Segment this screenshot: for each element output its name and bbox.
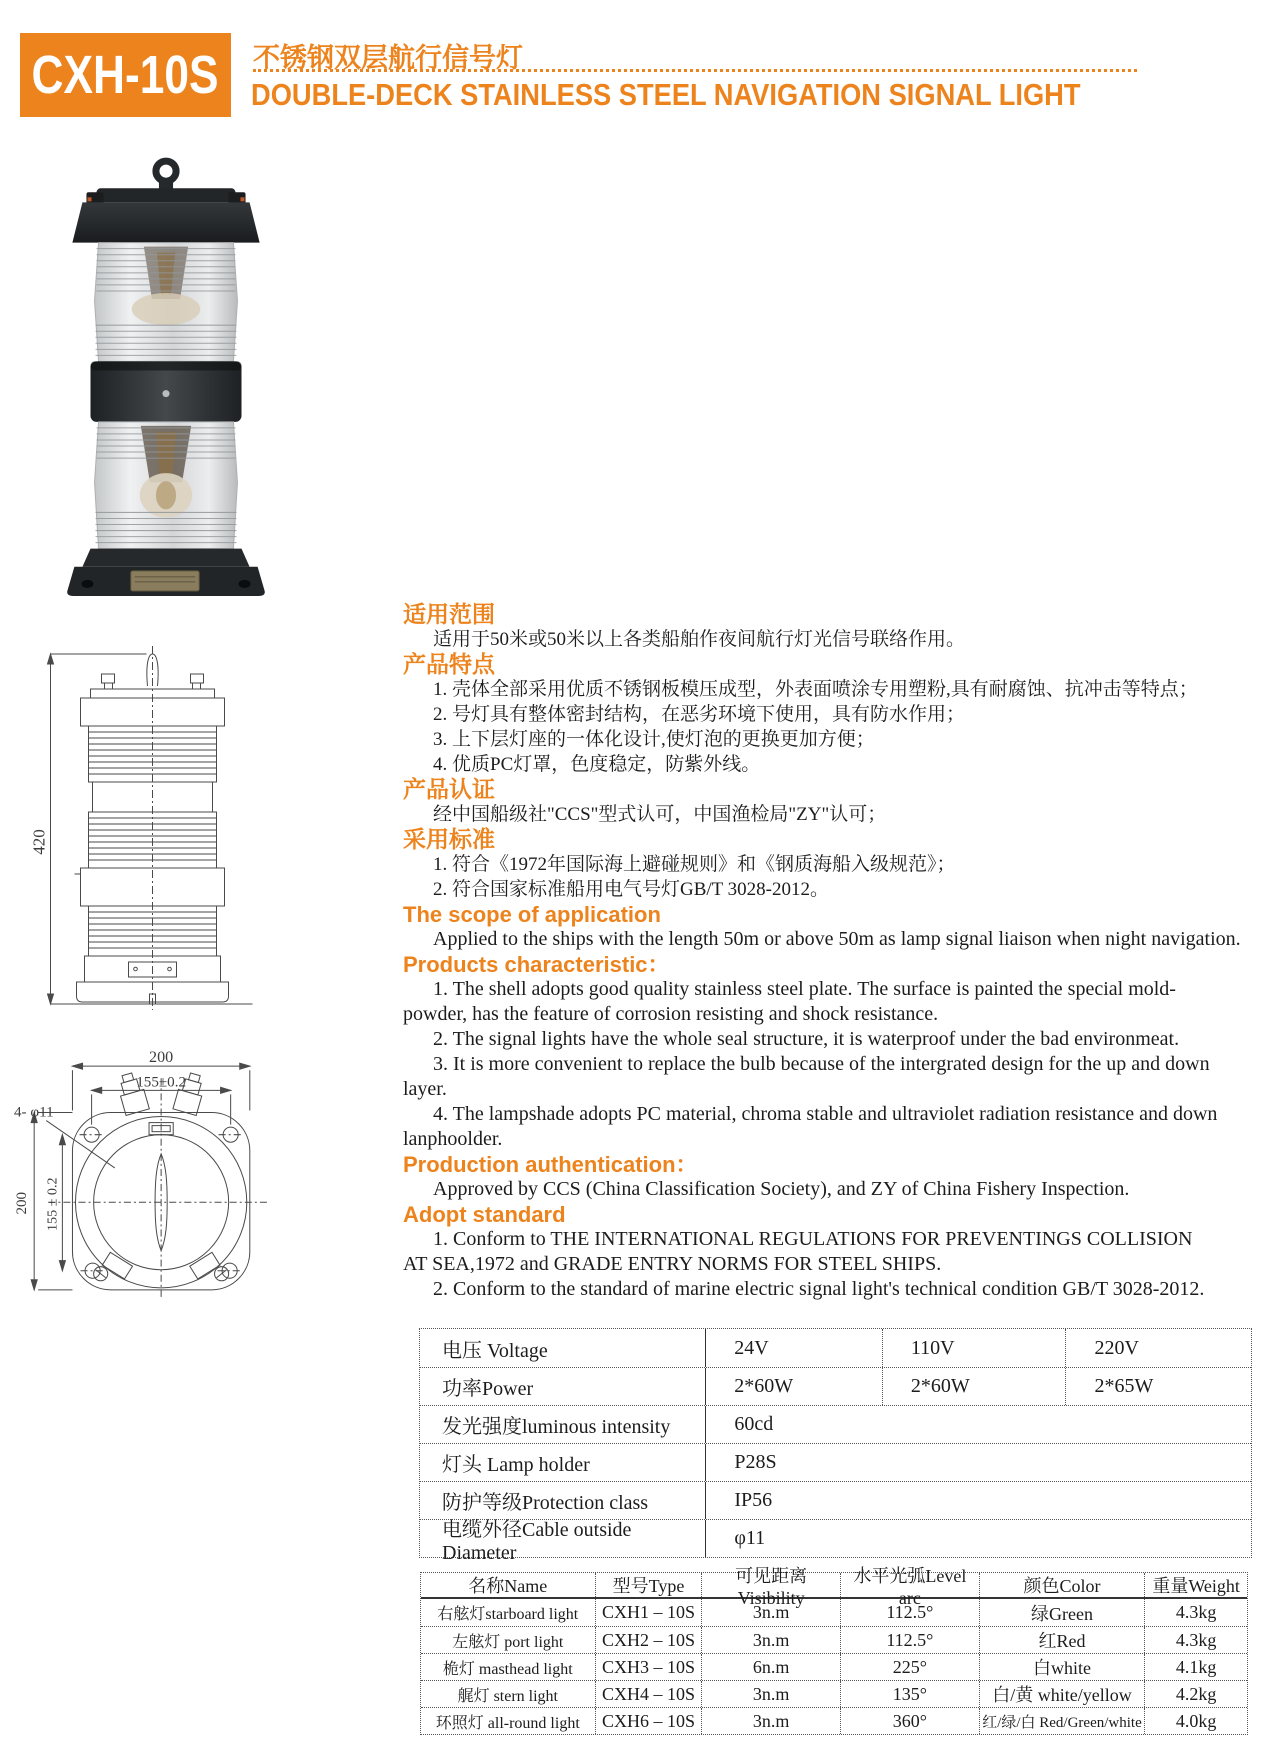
lamp-base <box>67 549 265 596</box>
top-holes-dim: 4- φ11 <box>14 1104 54 1121</box>
section-title-cn-features: 产品特点 <box>403 651 495 677</box>
model-row-starboard-light <box>421 1599 1247 1626</box>
cell-type: CXH6 – 10S <box>595 1708 702 1734</box>
lamp-top-cap <box>72 188 259 242</box>
cn-scope-body: 适用于50米或50米以上各类船舶作夜间航行灯光信号联络作用。 <box>433 629 966 650</box>
section-title-cn-standard: 采用标准 <box>403 826 495 852</box>
cell-visibility: 6n.m <box>701 1654 840 1680</box>
en-adopt-line: 2. Conform to the standard of marine electric signal light's technical condition GB/T 3028-2012. <box>433 1278 1205 1300</box>
en-adopt-line: AT SEA,1972 and GRADE ENTRY NORMS FOR STEEL SHIPS. <box>403 1253 942 1275</box>
cell-visibility: 3n.m <box>701 1599 840 1626</box>
model-row-port-light <box>421 1626 1247 1653</box>
en-char-line: 3. It is more convenient to replace the bulb because of the intergrated design for the up and down <box>433 1053 1210 1075</box>
top-span-v-dim: 155 ± 0.2 <box>44 1177 61 1231</box>
spec-value: 2*65W <box>1065 1368 1251 1405</box>
top-span-dim: 155±0.2 <box>136 1074 187 1091</box>
model-table-header <box>421 1565 1247 1608</box>
spec-label: 电缆外径Cable outside Diameter <box>442 1518 632 1564</box>
en-char-line: layer. <box>403 1078 447 1100</box>
cell-color: 白white <box>979 1654 1145 1680</box>
column-header: 名称Name <box>468 1576 548 1596</box>
title-dotted-divider <box>253 69 1137 72</box>
cell-type: CXH2 – 10S <box>595 1627 702 1653</box>
section-title-cn-cert: 产品认证 <box>403 776 495 802</box>
cell-name: 艉灯 stern light <box>457 1687 559 1705</box>
cell-arc: 225° <box>840 1654 979 1680</box>
model-row-stern-light <box>421 1680 1247 1707</box>
en-adopt-line: 1. Conform to THE INTERNATIONAL REGULATIONS FOR PREVENTINGS COLLISION <box>433 1228 1193 1250</box>
cell-color: 白/黄 white/yellow <box>979 1681 1145 1707</box>
spec-value: φ11 <box>705 1520 1251 1557</box>
side-view-drawing <box>30 644 256 1012</box>
spec-label: 电压 Voltage <box>442 1339 548 1362</box>
en-auth-body: Approved by CCS (China Classification Society), and ZY of China Fishery Inspection. <box>433 1178 1130 1200</box>
cn-feature-item: 1. 壳体全部采用优质不锈钢板模压成型，外表面喷涂专用塑粉,具有耐腐蚀、抗冲击等特点； <box>433 679 1198 700</box>
cell-weight: 4.0kg <box>1144 1708 1247 1734</box>
cell-weight: 4.1kg <box>1144 1654 1247 1680</box>
middle-band <box>90 361 241 421</box>
model-row-all-round-light <box>421 1707 1247 1734</box>
cell-weight: 4.2kg <box>1144 1681 1247 1707</box>
column-header: 可见距离Visibility <box>701 1573 840 1597</box>
column-header: 型号Type <box>595 1573 702 1597</box>
cell-arc: 112.5° <box>840 1599 979 1626</box>
spec-label: 功率Power <box>442 1378 534 1400</box>
en-char-line: 2. The signal lights have the whole seal structure, it is waterproof under the bad environmeat. <box>433 1028 1180 1050</box>
spec-value: IP56 <box>705 1482 1251 1519</box>
lamp-handle-loop <box>156 161 176 190</box>
cell-type: CXH1 – 10S <box>595 1599 702 1626</box>
cn-feature-item: 4. 优质PC灯罩，色度稳定，防紫外线。 <box>433 754 761 775</box>
spec-value: 2*60W <box>882 1368 1066 1405</box>
spec-label: 发光强度luminous intensity <box>442 1416 671 1438</box>
upper-lens <box>95 243 238 362</box>
section-title-en-adopt: Adopt standard <box>403 1202 566 1227</box>
cn-feature-item: 3. 上下层灯座的一体化设计,使灯泡的更换更加方便； <box>433 729 875 750</box>
model-table <box>420 1565 1248 1735</box>
product-photo <box>60 148 272 596</box>
section-title-en-characteristic: Products characteristic： <box>403 952 670 977</box>
cell-color: 红Red <box>979 1627 1145 1653</box>
model-badge <box>20 33 231 117</box>
spec-row-cable-diameter <box>420 1518 1251 1564</box>
cell-weight: 4.3kg <box>1144 1599 1247 1626</box>
cell-type: CXH4 – 10S <box>595 1681 702 1707</box>
column-header: 重量Weight <box>1144 1573 1247 1597</box>
spec-value: P28S <box>705 1444 1251 1481</box>
spec-row-luminous-intensity <box>420 1405 1251 1443</box>
cell-name: 左舷灯 port light <box>452 1633 564 1651</box>
section-title-cn-scope: 适用范围 <box>403 601 495 627</box>
cell-visibility: 3n.m <box>701 1681 840 1707</box>
en-char-line: 4. The lampshade adopts PC material, chroma stable and ultraviolet radiation resistance and down <box>433 1103 1218 1125</box>
page-title-chinese: 不锈钢双层航行信号灯 <box>253 43 523 73</box>
cell-arc: 135° <box>840 1681 979 1707</box>
en-char-line: powder, has the feature of corrosion resisting and shock resistance. <box>403 1003 939 1025</box>
spec-row-power <box>420 1367 1251 1405</box>
cell-type: CXH3 – 10S <box>595 1654 702 1680</box>
cell-color: 绿Green <box>979 1599 1145 1626</box>
lower-lens <box>95 422 238 549</box>
spec-value: 110V <box>882 1329 1066 1367</box>
cn-standard-item: 2. 符合国家标准船用电气号灯GB/T 3028-2012。 <box>433 879 830 900</box>
en-scope-body: Applied to the ships with the length 50m or above 50m as lamp signal liaison when night navigation. <box>433 928 1241 950</box>
cell-name: 环照灯 all-round light <box>435 1714 580 1732</box>
spec-value: 24V <box>705 1329 882 1367</box>
cell-arc: 112.5° <box>840 1627 979 1653</box>
spec-value: 2*60W <box>705 1368 882 1405</box>
cell-weight: 4.3kg <box>1144 1627 1247 1653</box>
cn-cert-body: 经中国船级社"CCS"型式认可，中国渔检局"ZY"认可； <box>433 804 887 825</box>
spec-table <box>419 1328 1252 1564</box>
side-height-dim: 420 <box>30 829 49 855</box>
content-column <box>403 601 1241 1302</box>
en-char-line: 1. The shell adopts good quality stainless steel plate. The surface is painted the special mold- <box>433 978 1176 1000</box>
cell-color: 红/绿/白 Red/Green/white <box>979 1708 1145 1734</box>
cn-feature-item: 2. 号灯具有整体密封结构，在恶劣环境下使用，具有防水作用； <box>433 704 966 725</box>
section-title-en-scope: The scope of application <box>403 902 661 927</box>
spec-label: 灯头 Lamp holder <box>442 1454 590 1476</box>
section-title-en-authentication: Production authentication： <box>403 1152 698 1177</box>
page-title-english: DOUBLE-DECK STAINLESS STEEL NAVIGATION SIGNAL LIGHT <box>251 77 1081 112</box>
en-char-line: lanphoolder. <box>403 1128 503 1150</box>
spec-row-lamp-holder <box>420 1443 1251 1481</box>
spec-label: 防护等级Protection class <box>442 1492 649 1514</box>
spec-value: 220V <box>1065 1329 1251 1367</box>
top-width-dim: 200 <box>149 1050 174 1067</box>
cell-visibility: 3n.m <box>701 1708 840 1734</box>
model-row-masthead-light <box>421 1653 1247 1680</box>
top-height-dim: 200 <box>14 1191 31 1215</box>
cell-arc: 360° <box>840 1708 979 1734</box>
column-header: 水平光弧Level arc <box>840 1573 979 1597</box>
cn-standard-item: 1. 符合《1972年国际海上避碰规则》和《钢质海船入级规范》； <box>433 854 956 875</box>
column-header: 颜色Color <box>979 1573 1145 1597</box>
cell-name: 桅灯 masthead light <box>442 1660 573 1678</box>
top-view-drawing <box>12 1050 276 1302</box>
cell-name: 右舷灯starboard light <box>437 1606 579 1623</box>
spec-row-voltage <box>420 1329 1251 1367</box>
spec-value: 60cd <box>705 1406 1251 1443</box>
cell-visibility: 3n.m <box>701 1627 840 1653</box>
model-code: CXH-10S <box>31 45 220 105</box>
